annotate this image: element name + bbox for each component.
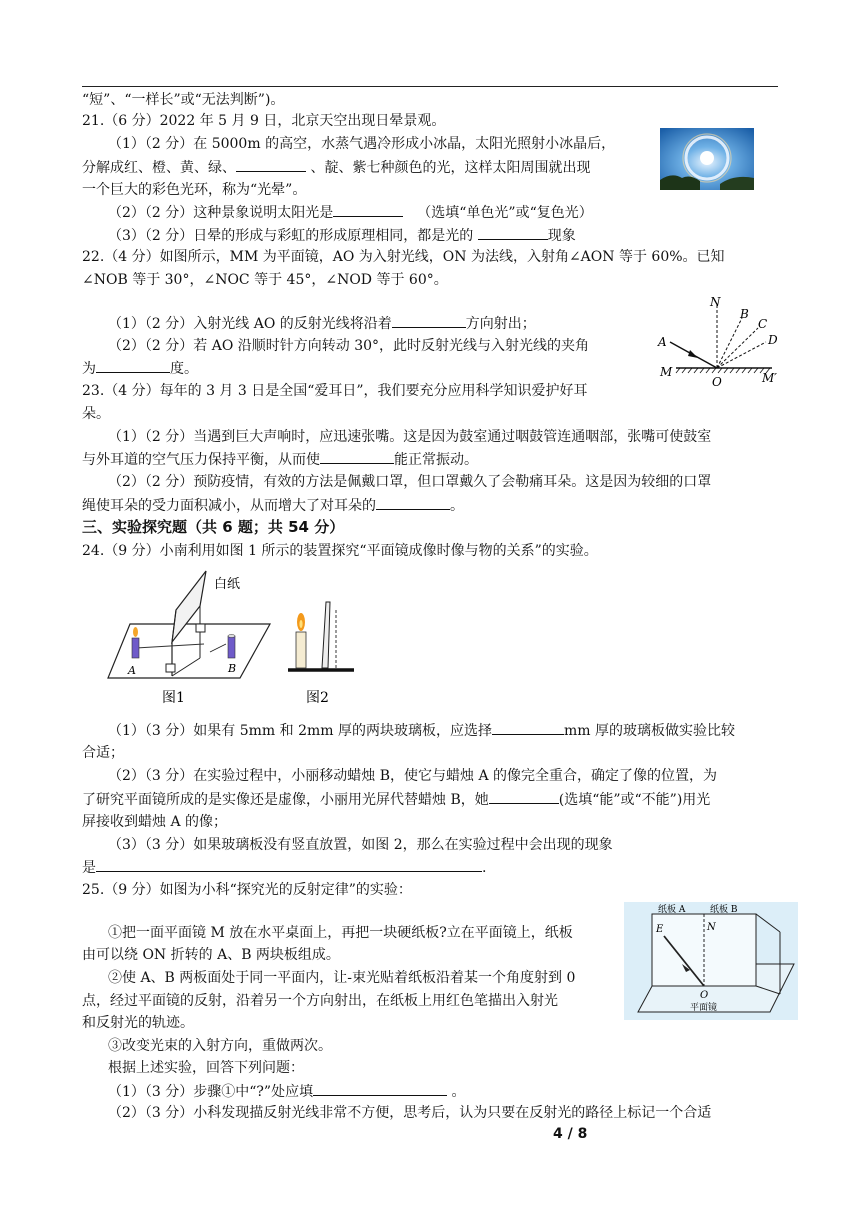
label-e: E bbox=[656, 924, 664, 935]
question-24-3-text-b: 是 . bbox=[82, 857, 486, 878]
question-21-1-text-c: 一个巨大的彩色光环，称为“光晕”。 bbox=[82, 182, 307, 198]
answer-blank[interactable] bbox=[96, 857, 482, 872]
question-24-1-text: （1）（3 分）如果有 5mm 和 2mm 厚的两块玻璃板，应选择 mm 厚的玻璃板做实验比较 bbox=[108, 720, 735, 741]
question-23-1-text-b: 与外耳道的空气压力保持平衡，从而使 能正常振动。 bbox=[82, 449, 478, 470]
question-21-title: 21.（6 分）2022 年 5 月 9 日，北京天空出现日晕景观。 bbox=[82, 113, 446, 129]
question-24-1-text-b: 合适； bbox=[82, 745, 124, 761]
page-number: 4 / 8 bbox=[553, 1126, 588, 1142]
reflection-angle-diagram bbox=[650, 292, 786, 392]
question-24-2-text-c: 屏接收到蜡烛 A 的像； bbox=[82, 814, 228, 830]
label-c: C bbox=[758, 317, 768, 331]
answer-blank[interactable] bbox=[96, 358, 170, 373]
question-24-3-text: （3）（3 分）如果玻璃板没有竖直放置，如图 2，那么在实验过程中会出现的现象 bbox=[108, 837, 613, 853]
question-25-2-text: （2）（3 分）小科发现描反射光线非常不方便，思考后，认为只要在反射光的路径上标记一个合适 bbox=[108, 1105, 712, 1121]
question-24-title: 24.（9 分）小南利用如图 1 所示的装置探究“平面镜成像时像与物的关系”的实验。 bbox=[82, 543, 598, 559]
reflection-board-diagram bbox=[624, 902, 798, 1020]
question-25-step-2-c: 和反射光的轨迹。 bbox=[82, 1015, 194, 1031]
question-22-text: ∠NOB 等于 30°，∠NOC 等于 45°，∠NOD 等于 60°。 bbox=[82, 272, 448, 288]
question-25-step-2: ②使 A、B 两板面处于同一平面内，让-束光贴着纸板沿着某一个角度射到 0 bbox=[108, 970, 576, 986]
question-25-step-3: ③改变光束的入射方向，重做两次。 bbox=[108, 1038, 332, 1054]
question-25-step-1-b: 由可以绕 ON 折转的 A、B 两块板组成。 bbox=[82, 947, 340, 963]
section-3-heading: 三、实验探究题（共 6 题；共 54 分） bbox=[82, 518, 345, 536]
question-25-1-text: （1）（3 分）步骤①中“?”处应填 。 bbox=[108, 1081, 466, 1102]
question-21-1-text-b: 分解成红、橙、黄、绿、 、靛、紫七种颜色的光，这样太阳周围就出现 bbox=[82, 157, 590, 178]
question-25-intro: 根据上述实验，回答下列问题： bbox=[108, 1060, 304, 1076]
question-24-2-text-b: 了研究平面镜所成的是实像还是虚像，小丽用光屏代替蜡烛 B，她 (选填“能”或“不能”)用光 bbox=[82, 789, 710, 810]
question-23-title: 23.（4 分）每年的 3 月 3 日是全国“爱耳日”，我们要充分应用科学知识爱护好耳 bbox=[82, 383, 588, 399]
label-candle-a: A bbox=[128, 664, 136, 677]
answer-blank[interactable] bbox=[313, 1081, 447, 1096]
figure-1-mirror-setup bbox=[100, 566, 280, 708]
line-continuation: “短”、“一样长”或“无法判断”)。 bbox=[82, 92, 285, 108]
header-rule bbox=[82, 86, 778, 87]
answer-blank[interactable] bbox=[376, 495, 450, 510]
question-21-2-text: （2）（2 分）这种景象说明太阳光是 （选填“单色光”或“复色光） bbox=[108, 202, 593, 223]
label-candle-b: B bbox=[228, 662, 237, 675]
figure-2-label: 图2 bbox=[306, 690, 329, 706]
answer-blank[interactable] bbox=[492, 720, 564, 735]
question-21-3-text: （3）（2 分）日晕的形成与彩虹的形成原理相同，都是光的 现象 bbox=[108, 225, 576, 246]
label-mirror: 平面镜 bbox=[690, 1003, 718, 1013]
question-25-title: 25.（9 分）如图为小科“探究光的反射定律”的实验： bbox=[82, 882, 412, 898]
label-a: A bbox=[658, 335, 667, 349]
answer-blank[interactable] bbox=[392, 313, 466, 328]
question-21-1-text: （1）（2 分）在 5000m 的高空，水蒸气遇冷形成小冰晶，太阳光照射小冰晶后， bbox=[108, 136, 616, 152]
answer-blank[interactable] bbox=[236, 157, 306, 172]
question-25-step-2-b: 点，经过平面镜的反射，沿着另一个方向射出，在纸板上用红色笔描出入射光 bbox=[82, 993, 558, 1009]
label-b: B bbox=[740, 307, 749, 321]
label-board-b: 纸板 B bbox=[710, 905, 738, 915]
answer-blank[interactable] bbox=[489, 789, 559, 804]
label-white-paper: 白纸 bbox=[214, 577, 241, 592]
label-d: D bbox=[768, 333, 778, 347]
sun-halo-photo bbox=[660, 128, 754, 190]
question-22-2-text-b: 为 度。 bbox=[82, 358, 198, 379]
question-23-2-text-b: 绳使耳朵的受力面积减小，从而增大了对耳朵的 。 bbox=[82, 495, 464, 516]
figure-2-tilted-glass bbox=[282, 580, 362, 708]
label-board-n: N bbox=[707, 922, 716, 933]
label-m-prime: M′ bbox=[762, 371, 778, 385]
question-22-1-text: （1）（2 分）入射光线 AO 的反射光线将沿着 方向射出； bbox=[108, 313, 536, 334]
label-board-a: 纸板 A bbox=[658, 905, 686, 915]
question-23-2-text: （2）（2 分）预防疫情，有效的方法是佩戴口罩，但口罩戴久了会勒痛耳朵。这是因为较细的口罩 bbox=[108, 474, 712, 490]
label-n: N bbox=[710, 295, 721, 309]
question-22-2-text: （2）（2 分）若 AO 沿顺时针方向转动 30°，此时反射光线与入射光线的夹角 bbox=[108, 338, 590, 354]
question-22-title: 22.（4 分）如图所示，MM 为平面镜，AO 为入射光线，ON 为法线，入射角∠AON 等于 60%。已知 bbox=[82, 249, 725, 265]
answer-blank[interactable] bbox=[333, 202, 403, 217]
question-23-text: 朵。 bbox=[82, 406, 110, 422]
figure-1-label: 图1 bbox=[162, 690, 185, 706]
question-25-step-1: ①把一面平面镜 M 放在水平桌面上，再把一块硬纸板?立在平面镜上，纸板 bbox=[108, 925, 573, 941]
question-24-2-text: （2）（3 分）在实验过程中，小丽移动蜡烛 B，使它与蜡烛 A 的像完全重合，确定了像的位置，为 bbox=[108, 768, 718, 784]
question-23-1-text: （1）（2 分）当遇到巨大声响时，应迅速张嘴。这是因为鼓室通过咽鼓管连通咽部，张嘴可使鼓室 bbox=[108, 429, 712, 445]
answer-blank[interactable] bbox=[320, 449, 394, 464]
label-o: O bbox=[712, 375, 722, 389]
label-m: M bbox=[660, 365, 673, 379]
answer-blank[interactable] bbox=[478, 225, 548, 240]
label-board-o: O bbox=[700, 990, 709, 1001]
